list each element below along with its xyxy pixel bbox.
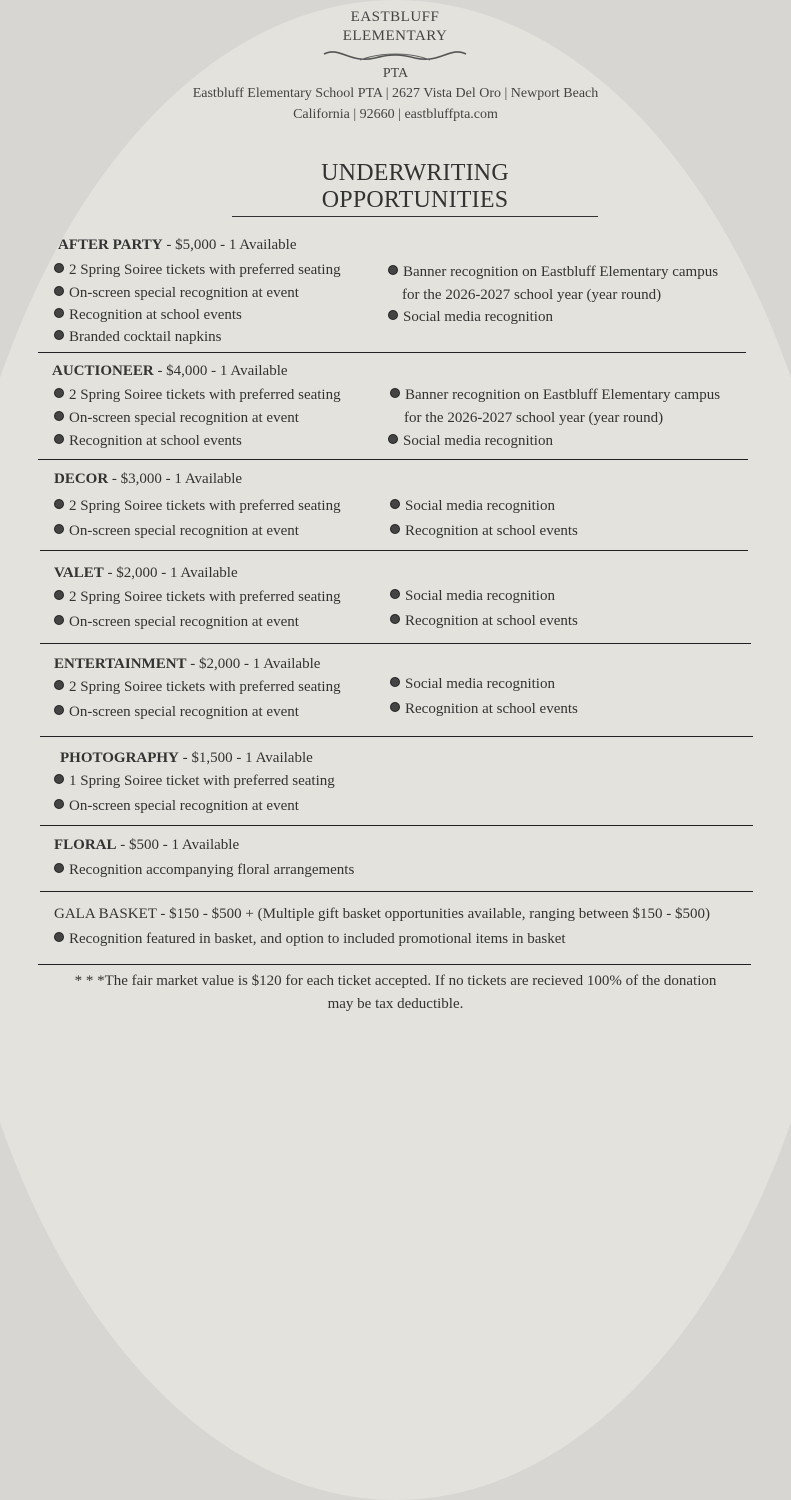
section-name: FLORAL <box>54 837 117 853</box>
divider <box>38 964 751 965</box>
divider <box>40 891 753 892</box>
section-name: DECOR <box>54 471 109 487</box>
list-item: Branded cocktail napkins <box>54 329 221 346</box>
section-detail: - $2,000 - 1 Available <box>103 565 238 581</box>
bullet-icon <box>54 680 64 690</box>
section-name: AUCTIONEER <box>52 363 154 379</box>
list-item: On-screen special recognition at event <box>54 523 299 540</box>
section-name: ENTERTAINMENT <box>54 656 187 672</box>
list-item: 2 Spring Soiree tickets with preferred seating <box>54 679 341 696</box>
bullet-icon <box>54 774 64 784</box>
address-line-1: Eastbluff Elementary School PTA | 2627 Vista Del Oro | Newport Beach <box>192 86 599 101</box>
divider <box>40 550 748 551</box>
bullet-icon <box>54 388 64 398</box>
list-item: Social media recognition <box>388 309 553 326</box>
section-name: PHOTOGRAPHY <box>60 750 179 766</box>
address-line-2: California | 92660 | eastbluffpta.com <box>293 107 498 122</box>
list-item: Social media recognition <box>390 588 555 605</box>
bullet-icon <box>54 863 64 873</box>
list-item: On-screen special recognition at event <box>54 614 299 631</box>
list-item: Social media recognition <box>390 498 555 515</box>
bullet-icon <box>54 524 64 534</box>
bullet-icon <box>54 411 64 421</box>
logo <box>320 8 470 64</box>
divider <box>40 643 751 644</box>
bullet-icon <box>54 286 64 296</box>
list-item: On-screen special recognition at event <box>54 704 299 721</box>
bullet-icon <box>388 265 398 275</box>
list-item-continuation: for the 2026-2027 school year (year round) <box>404 410 664 426</box>
divider <box>40 825 753 826</box>
bullet-icon <box>54 434 64 444</box>
list-item: On-screen special recognition at event <box>54 410 299 427</box>
list-item-continuation: for the 2026-2027 school year (year round) <box>402 287 662 303</box>
list-item: 2 Spring Soiree tickets with preferred seating <box>54 262 341 279</box>
section-heading-entertainment <box>54 656 320 673</box>
bullet-icon <box>54 615 64 625</box>
bullet-icon <box>54 308 64 318</box>
bullet-icon <box>390 677 400 687</box>
footer-line-1: * * *The fair market value is $120 for each ticket accepted. If no tickets are recieved 100% of the donation <box>74 973 717 989</box>
section-heading-photography <box>60 750 313 767</box>
section-heading-auctioneer <box>52 363 288 380</box>
list-item: Recognition featured in basket, and option to included promotional items in basket <box>54 931 566 948</box>
section-name: VALET <box>54 565 104 581</box>
list-item: 2 Spring Soiree tickets with preferred seating <box>54 498 341 515</box>
bullet-icon <box>390 499 400 509</box>
bullet-icon <box>54 590 64 600</box>
list-item: On-screen special recognition at event <box>54 285 299 302</box>
list-item: Recognition at school events <box>390 523 578 540</box>
bullet-icon <box>390 524 400 534</box>
bullet-icon <box>390 614 400 624</box>
section-name: GALA BASKET <box>54 906 157 922</box>
footer-line-2: may be tax deductible. <box>327 996 464 1012</box>
section-detail: - $150 - $500 + (Multiple gift basket opportunities available, ranging between $150 - $500) <box>156 906 710 922</box>
bullet-icon <box>54 799 64 809</box>
logo-flourish-icon <box>320 48 470 64</box>
section-heading-gala-basket <box>54 906 710 923</box>
section-heading-after-party <box>58 237 296 254</box>
list-item: 2 Spring Soiree tickets with preferred seating <box>54 387 341 404</box>
list-item: Banner recognition on Eastbluff Elementary campus <box>388 264 718 281</box>
bullet-icon <box>54 932 64 942</box>
section-name: AFTER PARTY <box>58 237 163 253</box>
list-item: 2 Spring Soiree tickets with preferred seating <box>54 589 341 606</box>
bullet-icon <box>54 499 64 509</box>
logo-pta: PTA <box>382 66 409 81</box>
section-detail: - $5,000 - 1 Available <box>162 237 297 253</box>
list-item: On-screen special recognition at event <box>54 798 299 815</box>
section-detail: - $3,000 - 1 Available <box>108 471 243 487</box>
list-item: Recognition at school events <box>390 613 578 630</box>
bullet-icon <box>390 388 400 398</box>
bullet-icon <box>390 589 400 599</box>
section-heading-valet <box>54 565 238 582</box>
list-item: Social media recognition <box>390 676 555 693</box>
list-item: Recognition at school events <box>54 433 242 450</box>
footer-note <box>40 970 751 1016</box>
bullet-icon <box>54 705 64 715</box>
section-detail: - $500 - 1 Available <box>116 837 240 853</box>
section-heading-decor <box>54 471 242 488</box>
section-detail: - $2,000 - 1 Available <box>186 656 321 672</box>
list-item: 1 Spring Soiree ticket with preferred seating <box>54 773 335 790</box>
section-heading-floral <box>54 837 239 854</box>
list-item: Social media recognition <box>388 433 553 450</box>
divider <box>38 459 748 460</box>
bullet-icon <box>390 702 400 712</box>
logo-line-2: ELEMENTARY <box>342 28 448 44</box>
divider <box>40 736 753 737</box>
bullet-icon <box>54 263 64 273</box>
divider <box>38 352 746 353</box>
bullet-icon <box>388 310 398 320</box>
bullet-icon <box>54 330 64 340</box>
section-detail: - $1,500 - 1 Available <box>178 750 313 766</box>
logo-line-1: EASTBLUFF <box>350 9 440 25</box>
list-item: Banner recognition on Eastbluff Elementary campus <box>390 387 720 404</box>
list-item: Recognition at school events <box>390 701 578 718</box>
section-detail: - $4,000 - 1 Available <box>153 363 288 379</box>
page-title: UNDERWRITING OPPORTUNITIES <box>232 160 598 217</box>
list-item: Recognition at school events <box>54 307 242 324</box>
list-item: Recognition accompanying floral arrangements <box>54 862 354 879</box>
bullet-icon <box>388 434 398 444</box>
